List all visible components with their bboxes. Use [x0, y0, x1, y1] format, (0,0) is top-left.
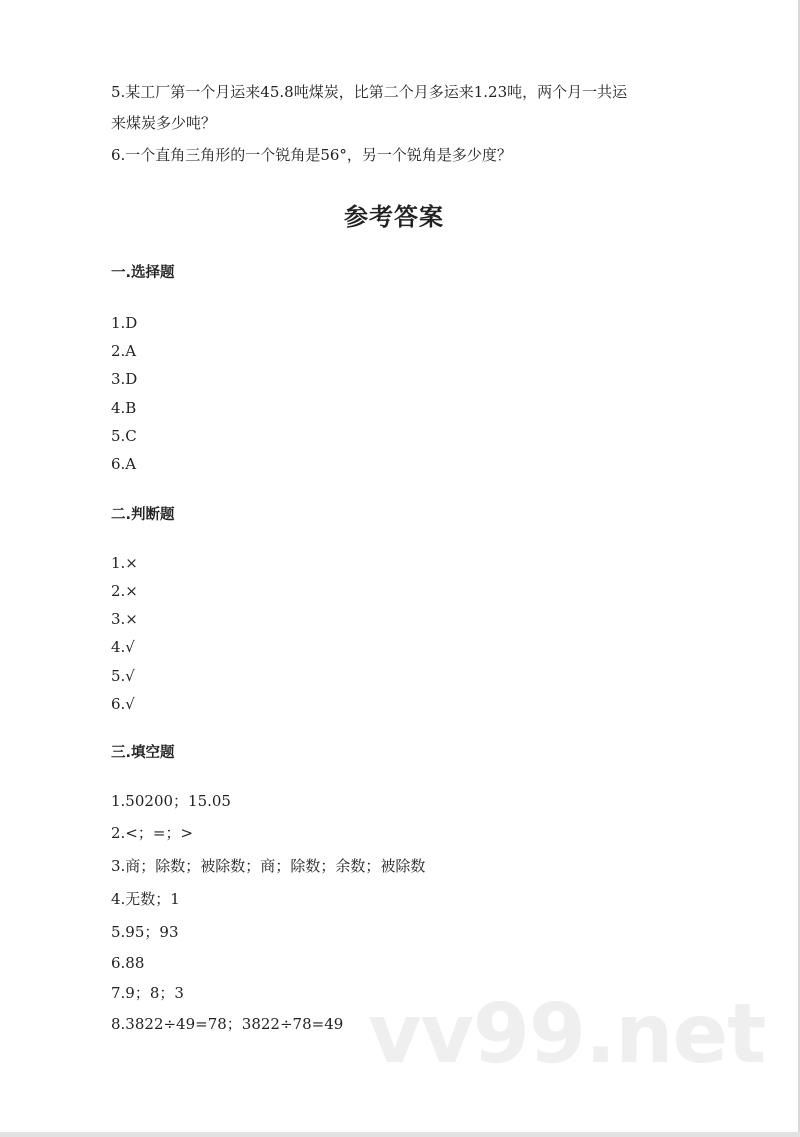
- answer-item: 1.D: [111, 314, 138, 332]
- answer-item: 5.√: [111, 667, 135, 685]
- answer-item: 4.无数；1: [111, 890, 180, 908]
- answer-item: 4.√: [111, 638, 135, 656]
- section-heading-fill: 三.填空题: [111, 745, 175, 761]
- answer-item: 1.50200；15.05: [111, 792, 231, 810]
- answer-item: 8.3822÷49=78；3822÷78=49: [111, 1015, 344, 1033]
- answer-item: 4.B: [111, 399, 137, 417]
- answer-item: 6.A: [111, 455, 137, 473]
- answer-item: 1.×: [111, 554, 138, 572]
- answer-item: 6.88: [111, 954, 145, 972]
- answer-item: 2.×: [111, 582, 138, 600]
- answer-item: 2.<；=；>: [111, 824, 194, 842]
- question-5-line-1: 5.某工厂第一个月运来45.8吨煤炭，比第二个月多运来1.23吨，两个月一共运: [111, 83, 628, 101]
- answer-item: 2.A: [111, 342, 137, 360]
- page-bottom-border: [0, 1132, 800, 1137]
- question-6: 6.一个直角三角形的一个锐角是56°，另一个锐角是多少度？: [111, 146, 512, 164]
- answer-item: 3.商；除数；被除数；商；除数；余数；被除数: [111, 857, 426, 875]
- section-heading-judge: 二.判断题: [111, 507, 175, 523]
- question-5-line-2: 来煤炭多少吨？: [111, 114, 217, 132]
- answer-item: 5.C: [111, 427, 137, 445]
- answer-item: 3.×: [111, 610, 138, 628]
- answer-item: 6.√: [111, 695, 135, 713]
- answer-item: 5.95；93: [111, 923, 179, 941]
- answer-item: 3.D: [111, 370, 138, 388]
- watermark: vv99.net: [368, 987, 766, 1082]
- section-heading-choice: 一.选择题: [111, 265, 175, 281]
- answer-title: 参考答案: [344, 203, 444, 231]
- answer-item: 7.9；8；3: [111, 984, 184, 1002]
